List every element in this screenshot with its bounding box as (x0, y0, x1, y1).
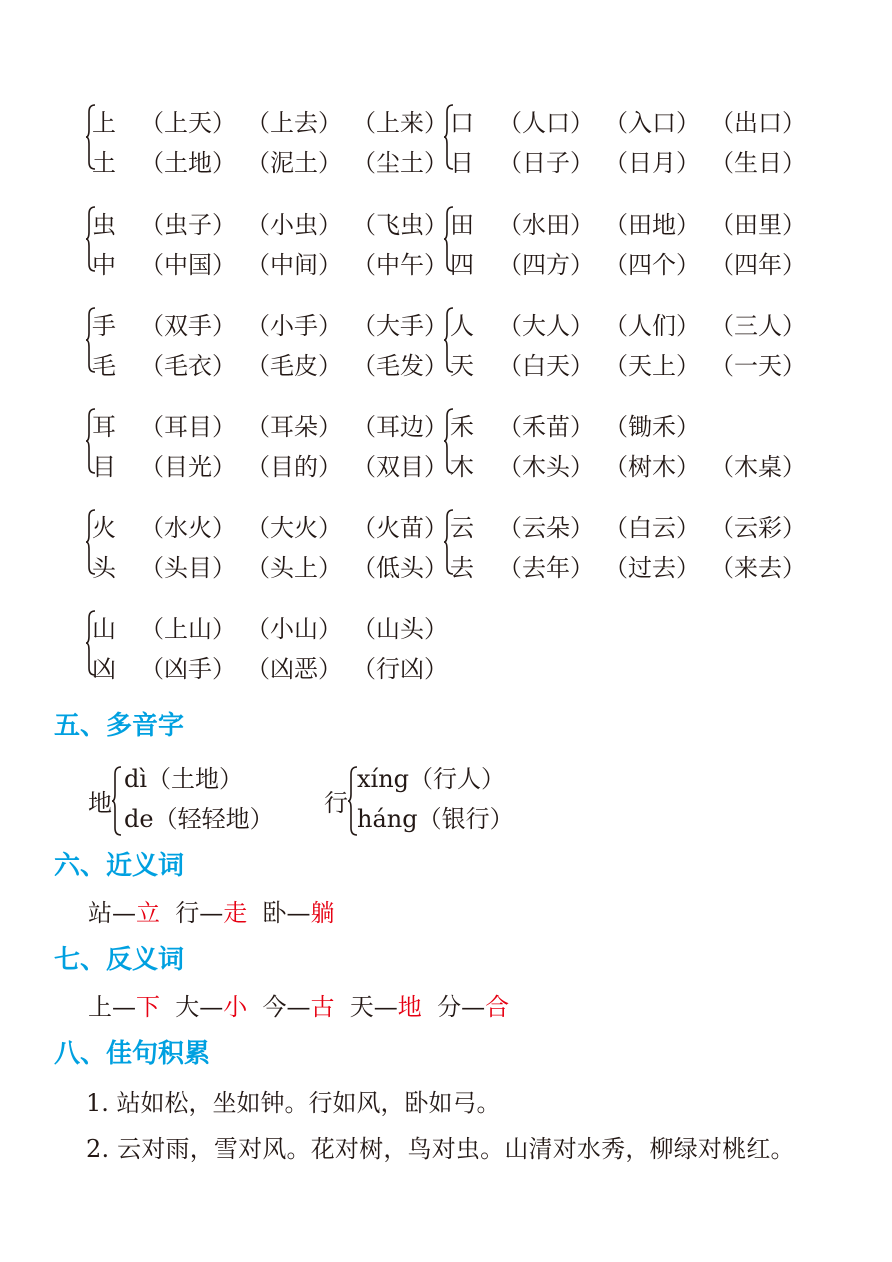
head-char: 天 (450, 352, 474, 380)
word-item: （三人） (710, 312, 806, 340)
polyphone-di (88, 764, 308, 846)
polyphone-char: 地 (88, 789, 112, 817)
synonym-word: 行 (175, 899, 200, 927)
word-item: （锄禾） (604, 413, 700, 441)
word-item: （大手） (352, 312, 448, 340)
word-item: （云朵） (498, 514, 594, 542)
polyphone-reading: dì（土地） (124, 765, 244, 793)
word-item: （日子） (498, 149, 594, 177)
section6-title: 六、近义词 (54, 851, 185, 881)
antonym-answer: 古 (310, 993, 335, 1021)
word-item: （木头） (498, 453, 594, 481)
word-item: （生日） (710, 149, 806, 177)
head-char: 日 (450, 149, 474, 177)
word-item: （水火） (140, 514, 236, 542)
head-char: 耳 (92, 413, 116, 441)
word-item: （上来） (352, 109, 448, 137)
polyphone-reading: de（轻轻地） (124, 805, 274, 833)
head-char: 中 (92, 251, 116, 279)
word-item: （尘土） (352, 149, 448, 177)
word-item: （土地） (140, 149, 236, 177)
head-char: 头 (92, 554, 116, 582)
word-item: （上去） (246, 109, 342, 137)
word-item: （凶恶） (246, 655, 342, 683)
word-item: （中国） (140, 251, 236, 279)
word-item: （去年） (498, 554, 594, 582)
word-pair-left (86, 408, 446, 490)
synonym-word: 站 (88, 899, 112, 927)
word-item: （耳朵） (246, 413, 342, 441)
word-item: （白天） (498, 352, 594, 380)
word-pair-right (444, 307, 804, 389)
word-pair-left (86, 610, 446, 692)
head-char: 毛 (92, 352, 116, 380)
word-item: （入口） (604, 109, 700, 137)
word-item: （双目） (352, 453, 448, 481)
word-item: （目光） (140, 453, 236, 481)
dash: — (112, 899, 136, 927)
word-item: （田里） (710, 211, 806, 239)
word-item: （上山） (140, 615, 236, 643)
antonym-word: 上 (88, 993, 112, 1021)
word-item: （木桌） (710, 453, 806, 481)
brace-icon (112, 766, 122, 836)
polyphone-reading: háng（银行） (357, 805, 514, 833)
word-pair-right (444, 509, 804, 591)
word-item: （上天） (140, 109, 236, 137)
synonym-answer: 躺 (310, 899, 335, 927)
word-item: （小手） (246, 312, 342, 340)
head-char: 云 (450, 514, 474, 542)
word-item: （低头） (352, 554, 448, 582)
word-item: （目的） (246, 453, 342, 481)
word-item: （小虫） (246, 211, 342, 239)
word-pair-left (86, 307, 446, 389)
antonym-word: 大 (175, 993, 200, 1021)
word-item: （来去） (710, 554, 806, 582)
dash: — (286, 899, 311, 927)
word-pair-left (86, 509, 446, 591)
antonym-word: 今 (262, 993, 287, 1021)
section5-title: 五、多音字 (54, 711, 185, 741)
sentence-line: 1. 站如松，坐如钟。行如风，卧如弓。 (86, 1089, 501, 1117)
word-item: （飞虫） (352, 211, 448, 239)
word-pair-right (444, 104, 804, 186)
dash: — (461, 993, 486, 1021)
word-pair-left (86, 104, 446, 186)
antonym-answer: 下 (136, 993, 160, 1021)
word-item: （白云） (604, 514, 700, 542)
head-char: 虫 (92, 211, 116, 239)
dash: — (199, 899, 224, 927)
antonym-word: 分 (437, 993, 462, 1021)
word-item: （云彩） (710, 514, 806, 542)
synonym-word: 卧 (262, 899, 287, 927)
word-item: （头上） (246, 554, 342, 582)
head-char: 上 (92, 109, 116, 137)
head-char: 田 (450, 211, 474, 239)
word-item: （人们） (604, 312, 700, 340)
word-item: （耳边） (352, 413, 448, 441)
word-pair-left (86, 206, 446, 288)
word-item: （大火） (246, 514, 342, 542)
word-item: （毛衣） (140, 352, 236, 380)
antonym-word: 天 (349, 993, 374, 1021)
polyphone-char: 行 (324, 789, 348, 817)
word-item: （天上） (604, 352, 700, 380)
head-char: 凶 (92, 655, 116, 683)
antonym-line (88, 992, 509, 1022)
word-item: （泥土） (246, 149, 342, 177)
synonym-line (88, 898, 335, 928)
word-item: （双手） (140, 312, 236, 340)
word-item: （中午） (352, 251, 448, 279)
word-item: （禾苗） (498, 413, 594, 441)
word-item: （小山） (246, 615, 342, 643)
word-item: （中间） (246, 251, 342, 279)
word-item: （一天） (710, 352, 806, 380)
head-char: 山 (92, 615, 116, 643)
dash: — (373, 993, 398, 1021)
antonym-answer: 地 (397, 993, 422, 1021)
head-char: 木 (450, 453, 474, 481)
head-char: 土 (92, 149, 116, 177)
word-item: （田地） (604, 211, 700, 239)
head-char: 四 (450, 251, 474, 279)
dash: — (286, 993, 311, 1021)
word-item: （树木） (604, 453, 700, 481)
word-item: （头目） (140, 554, 236, 582)
word-item: （山头） (352, 615, 448, 643)
word-item: （毛发） (352, 352, 448, 380)
word-item: （虫子） (140, 211, 236, 239)
word-item: （日月） (604, 149, 700, 177)
dash: — (112, 993, 136, 1021)
section7-title: 七、反义词 (54, 945, 185, 975)
sentence-line: 2. 云对雨，雪对风。花对树，鸟对虫。山清对水秀，柳绿对桃红。 (86, 1135, 795, 1163)
word-pair-right (444, 408, 804, 490)
polyphone-xing (324, 764, 544, 846)
word-item: （水田） (498, 211, 594, 239)
dash: — (199, 993, 224, 1021)
word-pair-right (444, 206, 804, 288)
word-item: （过去） (604, 554, 700, 582)
synonym-answer: 立 (136, 899, 160, 927)
head-char: 人 (450, 312, 474, 340)
synonym-answer: 走 (223, 899, 248, 927)
word-item: （四方） (498, 251, 594, 279)
head-char: 手 (92, 312, 116, 340)
head-char: 目 (92, 453, 116, 481)
head-char: 口 (450, 109, 474, 137)
word-item: （四个） (604, 251, 700, 279)
word-item: （行凶） (352, 655, 448, 683)
antonym-answer: 小 (223, 993, 248, 1021)
word-item: （四年） (710, 251, 806, 279)
word-item: （人口） (498, 109, 594, 137)
head-char: 禾 (450, 413, 474, 441)
word-item: （出口） (710, 109, 806, 137)
word-item: （凶手） (140, 655, 236, 683)
word-item: （耳目） (140, 413, 236, 441)
head-char: 火 (92, 514, 116, 542)
word-item: （火苗） (352, 514, 448, 542)
head-char: 去 (450, 554, 474, 582)
word-item: （毛皮） (246, 352, 342, 380)
section8-title: 八、佳句积累 (54, 1039, 211, 1069)
word-item: （大人） (498, 312, 594, 340)
antonym-answer: 合 (485, 993, 510, 1021)
polyphone-reading: xíng（行人） (357, 765, 506, 793)
